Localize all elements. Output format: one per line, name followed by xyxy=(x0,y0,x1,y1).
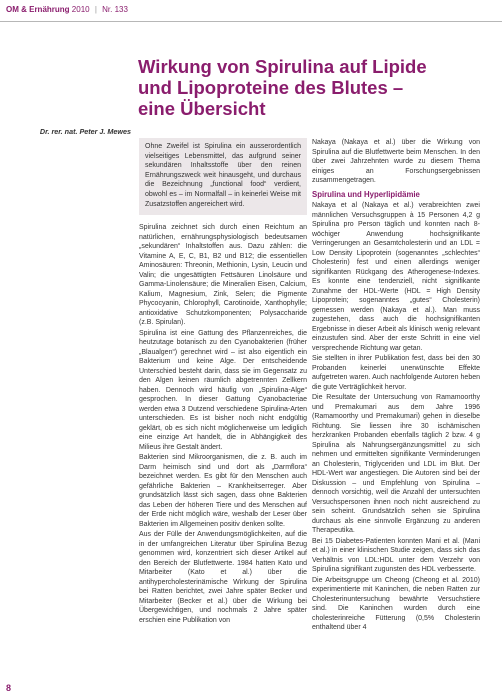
left-column xyxy=(139,138,307,626)
header-rule xyxy=(0,21,502,22)
paragraph: Sie stellten in ihrer Publikation fest, dass bei den 30 Probanden keinerlei unerwünschte Effekte aufgetreten waren. Auch nachfolgende Autoren heben die gute Verträglichkeit hervor. xyxy=(312,355,480,391)
paragraph: Die Resultate der Untersuchung von Ramamoorthy und Premakumari aus dem Jahre 1996 (Ramamoorthy und Premakumari) gehen in dieselbe Richtung. Sie liessen ihre 30 ischämischen herzkranken Probanden ebenfalls täglich 2 bzw. 4 g Spirulina als Nahrungsergänzungsmittel zu sich nehmen und ermittelten signifikante Verminderungen an Cholesterin, Triglyceriden und LDL im Blut. Der HDL-Wert war angestiegen. Die Autoren sind bei der Diskussion – und Empfehlung von Spirulina – dennoch vorsichtig, weil die Anzahl der untersuchten Versuchspersonen ihnen noch nicht ausreichend zu sein scheint. Grundsätzlich sehen sie Spirulina durchaus als eine sinnvolle Ergänzung zu anderen Therapeutika. xyxy=(312,394,480,534)
page-header xyxy=(0,0,502,22)
author-name: Dr. rer. nat. Peter J. Mewes xyxy=(39,127,131,136)
title-line: Wirkung von Spirulina auf Lipide xyxy=(138,56,427,77)
separator: | xyxy=(94,5,97,14)
paragraph: Aus der Fülle der Anwendungsmöglichkeiten, auf die in der umfangreichen Literatur über Spirulina Bezug genommen wird, konzentriert sich dieser Artikel auf den Bereich der Blutfettwerte. 1984 hatten Kato und Mitarbeiter (Kato et al.) über die antihypercholesterinämische Wirkung der Spirulina bei Ratten berichtet, zwei Jahre später Becker und Mitarbeiter (Becker et al.) über die Wirkung bei Übergewichtigen, und nochmals 2 Jahre später erschien eine Publikation von xyxy=(139,531,307,624)
abstract-box xyxy=(139,138,307,215)
journal-info xyxy=(6,5,128,14)
title-line: und Lipoproteine des Blutes – xyxy=(138,77,404,98)
paragraph: Nakaya (Nakaya et al.) über die Wirkung von Spirulina auf die Blutfettwerte beim Menschen. In den über zwei Jahrzehnten wurde zu diesem Thema einiges an Forschungsergebnissen zusammengetragen. xyxy=(312,139,480,184)
year: 2010 xyxy=(71,5,90,14)
right-column xyxy=(312,138,480,634)
paragraph: Spirulina zeichnet sich durch einen Reichtum an natürlichen, ernährungsphysiologisch bedeutsamen „sekundären“ Inhaltstoffen aus. Dazu zählen: die Vitamine A, E, C, B1, B2 und B12; die essentiellen Aminosäuren: Threonin, Methionin, Lysin, Leucin und Valin; die ungesättigten Fettsäuren Linolsäure und Gamma-Linolensäure; die Mineralien Eisen, Calcium, Kalium, Magnesium, Zink, Selen; die Pigmente Phycocyanin, Chlorophyll, Carotinoide, Xanthophylle; antioxidative Schutzkomponenten; Polysaccharide (z.B. Spirulan). xyxy=(139,224,307,327)
title-line: eine Übersicht xyxy=(138,98,266,119)
section-heading: Spirulina und Hyperlipidämie xyxy=(312,189,420,199)
paragraph: Bakterien sind Mikroorganismen, die z. B. auch im Darm heimisch sind und dort als „Darmflora“ bezeichnet werden. Es gibt für den Menschen auch gefährliche Bakterien – Krankheitserreger. Aber grundsätzlich lässt sich sagen, dass ohne Bakterien das Leben der höheren Tiere und des Menschen auf der Erde nicht möglich wäre, weshalb der Leser über Bakterien im Allgemeinen positiv denken sollte. xyxy=(139,454,307,528)
page-footer xyxy=(0,683,502,700)
issue-number: Nr. 133 xyxy=(102,5,128,14)
paragraph: Nakaya et al (Nakaya et al.) verabreichten zwei männlichen Versuchsgruppen à 15 Personen 4,2 g Spirulina pro Person täglich und konnten nach 8-wöchiger Anwendung hochsignifikante Verringerungen an Gesamtcholesterin und an LDL = Low Density Lipoprotein (sogenanntes „schlechtes“ Cholesterin) fest und einen allerdings weniger signifikanten Rückgang des Atherogenese-Indexes. Es konnte eine tendenziell, nicht signifikante Zunahme der HDL-Werte (HDL = High Density Lipoprotein; sogenanntes „gutes“ Cholesterin) gemessen werden (Nakaya et al.). Man muss zugestehen, dass auch die hochsignifikanten Ergebnisse in dieser Arbeit als klinisch wenig relevant einzustufen sind. Aber der erste Schritt in eine viel versprechende Richtung war getan. xyxy=(312,202,480,352)
journal-name: OM & Ernährung xyxy=(6,5,70,14)
paragraph: Die Arbeitsgruppe um Cheong (Cheong et al. 2010) experimentierte mit Kaninchen, die neben Ratten zur Cholesterinuntersuchung bewährte Versuchstiere sind. Die Kaninchen wurden durch eine cholesterinreiche Fütterung (0,5% Cholesterin enthaltend über 4 xyxy=(312,576,480,631)
paragraph: Bei 15 Diabetes-Patienten konnten Mani et al. (Mani et al.) in einer klinischen Studie zeigen, dass sich das Verhältnis von LDL:HDL unter dem Verzehr von Spirulina signifikant zugunsten des HDL verbesserte. xyxy=(312,537,480,573)
paragraph: Spirulina ist eine Gattung des Pflanzenreiches, die heutzutage botanisch zu den Cyanobakterien (früher „Blaualgen“) gerechnet wird – ist also eigentlich ein Bakterium und keine Alge. Der entscheidende Unterschied besteht darin, dass sie im Gegensatz zu den Algen keinen räumlich abgetrennten Zellkern haben. Dennoch wird häufig von „Spirulina-Alge“ gesprochen. In dieser Gattung Cyanobacteriae werden etwa 3 Dutzend verschiedene Spirulina-Arten unterschieden. Es ist bisher noch nicht endgültig geklärt, ob es sich nicht möglicherweise um lediglich eine einzige Art handelt, die in Abhängigkeit des Milieus ihre Gestalt ändert. xyxy=(139,329,307,451)
article-title xyxy=(138,56,478,119)
page-number: 8 xyxy=(6,683,12,693)
abstract-text: Ohne Zweifel ist Spirulina ein ausserordentlich vielseitiges Lebensmittel, das aufgrund seiner sekundären Inhaltsstoffe über den reinen Ernährungszweck weit hinausgeht, und durchaus die Bezeichnung „functional food“ verdient, obwohl es – im Normalfall – in keinerlei Weise mit Zusatzstoffen angereichert wird. xyxy=(145,143,301,208)
